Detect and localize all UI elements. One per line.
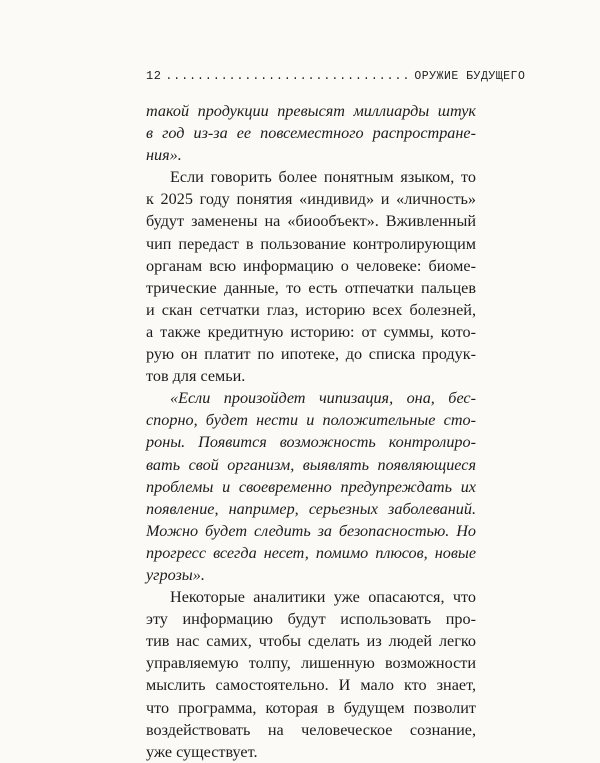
text-line: угрозы». bbox=[146, 565, 205, 584]
text-line: что программа, которая в будущем позволит bbox=[146, 698, 476, 717]
text-line: спорно, будет нести и положительные сто- bbox=[146, 411, 476, 430]
text-line: уже существует. bbox=[146, 742, 258, 761]
text-line: в год из-за ее повсеместного распростране- bbox=[146, 124, 476, 143]
text-line: вать свой организм, выявлять появляющиеся bbox=[146, 455, 476, 474]
text-line: Некоторые аналитики уже опасаются, что bbox=[170, 588, 476, 607]
leader-dots: ............................... bbox=[165, 70, 411, 83]
text-line: воздействовать на человеческое сознание, bbox=[146, 720, 476, 739]
body-text bbox=[146, 100, 476, 763]
text-line: будут заменены на «биообъект». Вживленный bbox=[146, 212, 476, 231]
text-line: Если говорить более понятным языком, то bbox=[170, 168, 476, 187]
text-line: роны. Появится возможность контролиро- bbox=[146, 433, 476, 452]
text-line: Можно будет следить за безопасностью. Но bbox=[146, 521, 476, 540]
text-line: эту информацию будут использовать про- bbox=[146, 610, 476, 629]
running-head bbox=[146, 69, 526, 83]
text-line: «Если произойдет чипизация, она, бес- bbox=[170, 389, 476, 408]
text-line: трические данные, то есть отпечатки пальцев bbox=[146, 278, 476, 297]
paragraph-quote-continuation bbox=[146, 100, 476, 166]
text-line: тов для семьи. bbox=[146, 367, 246, 386]
text-line: появление, например, серьезных заболеваний. bbox=[146, 499, 476, 518]
text-line: чип передаст в пользование контролирующим bbox=[146, 234, 476, 253]
text-line: органам всю информацию о человеке: биоме- bbox=[146, 256, 476, 275]
section-title: ОРУЖИЕ БУДУЩЕГО bbox=[414, 70, 526, 83]
paragraph bbox=[146, 586, 476, 763]
text-line: тив нас самих, чтобы сделать из людей легко bbox=[146, 632, 476, 651]
text-line: управляемую толпу, лишенную возможности bbox=[146, 654, 476, 673]
text-line: мыслить самостоятельно. И мало кто знает, bbox=[146, 676, 476, 695]
text-line: такой продукции превысят миллиарды штук bbox=[146, 102, 476, 120]
text-line: ния». bbox=[146, 146, 182, 165]
text-line: и скан сетчатки глаз, историю всех болезней, bbox=[146, 300, 476, 319]
text-line: к 2025 году понятия «индивид» и «личность» bbox=[146, 190, 476, 209]
paragraph-quote bbox=[146, 387, 476, 586]
text-line: а также кредитную историю: от суммы, кото- bbox=[146, 322, 476, 341]
text-line: проблемы и своевременно предупреждать их bbox=[146, 477, 476, 496]
paragraph bbox=[146, 166, 476, 387]
page-number: 12 bbox=[146, 69, 162, 83]
text-line: рую он платит по ипотеке, до списка продук- bbox=[146, 345, 476, 364]
text-line: прогресс всегда несет, помимо плюсов, новые bbox=[146, 543, 476, 562]
